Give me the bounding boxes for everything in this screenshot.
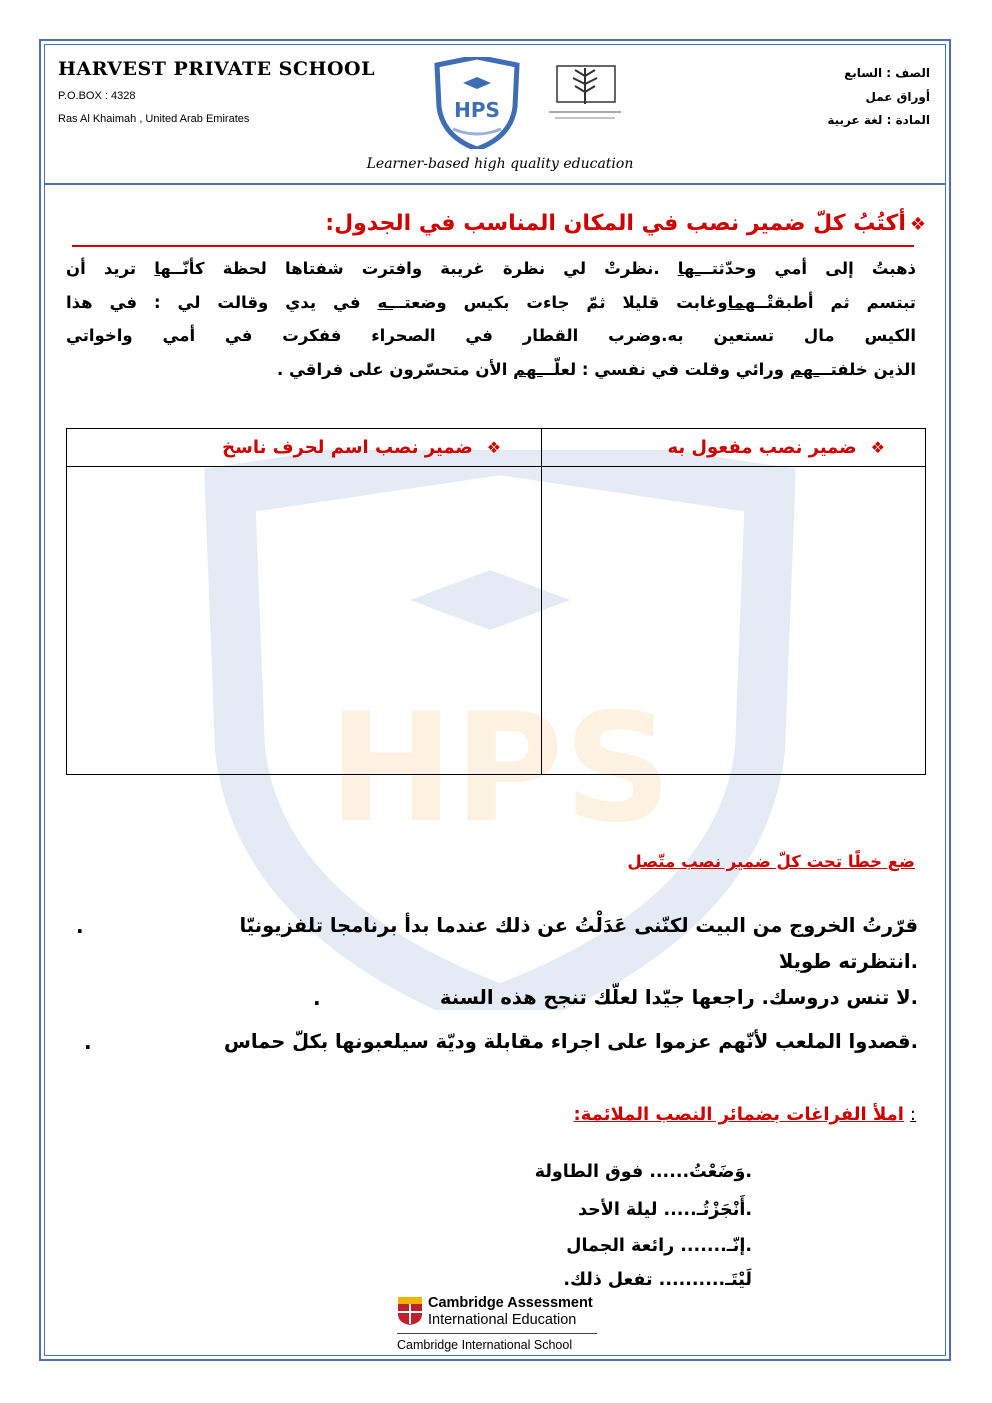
fill-item-4: لَيْتَـ.......... تفعل ذلك. [563,1270,752,1290]
cambridge-line2: International Education [428,1312,577,1328]
diamond-bullet-icon: ❖ [870,438,885,457]
section1-title [66,211,926,236]
trailing-dot: . [313,986,321,1010]
section1-title-underline [72,245,914,247]
school-name: HARVEST PRIVATE SCHOOL [58,58,375,80]
sentence-2: .انتظرته طويلا [778,950,918,973]
fill-item-1: .وَضَعْتُ...... فوق الطاولة [534,1162,752,1182]
answer-cell-particle-pronoun[interactable] [67,467,542,775]
header-divider [44,183,946,185]
table-header-object-pronoun: ❖ضمير نصب مفعول به [542,429,926,467]
cambridge-crest-icon [397,1296,423,1326]
logo-hps-text: HPS [454,98,500,122]
table-header-particle-pronoun: ❖ضمير نصب اسم لحرف ناسخ [67,429,542,467]
section1-paragraph [66,252,916,386]
cambridge-line1: Cambridge Assessment [428,1295,593,1311]
paragraph-line: ذهبتُ إلى أمي وحدّثتـــها .نظرتْ لي نظرة غريبة وافترت شفتاها لحظة كأنّــها تريد أن [66,259,917,278]
hps-shield-logo-icon [433,57,521,149]
school-pobox: P.O.BOX : 4328 [58,90,136,102]
paragraph-line: الذين خلفتـــهم ورائي وقلت في نفسي : لعلّـــهم الأن متحسّرون على فراقي . [276,359,916,379]
section3-title: :املأ الفراغات بضمائر النصب الملائمة: [573,1104,916,1125]
school-motto: Learner-based high quality education [366,156,634,172]
section1-title-text: أكتُبُ كلّ ضمير نصب في المكان المناسب في الجدول: [325,211,906,236]
section2-title: ضع خطًا تحت كلّ ضمير نصب متّصل [627,852,915,871]
grade-label: الصف : السابع [844,66,930,80]
worksheet-label: أوراق عمل [865,90,930,104]
fill-item-2: .أَنْجَزْتُـ..... ليلة الأحد [578,1200,752,1220]
trailing-dot: . [84,1030,92,1054]
sentence-1: قرّرتُ الخروج من البيت لكنّنى عَدَلْتُ عن ذلك عندما بدأ برنامجا تلفزيونيّا [239,914,918,937]
ministry-emblem-icon [545,64,625,124]
footer-rule [397,1333,597,1334]
sentence-4: .قصدوا الملعب لأنّهم عزموا على اجراء مقابلة وديّة سيلعبونها بكلّ حماس [223,1030,918,1053]
watermark-hps-text: HPS [328,682,672,856]
diamond-bullet-icon: ❖ [486,438,502,457]
paragraph-line: الكيس مال تستعين به.وضرب القطار في الصحراء ففكرت في أمي واخواتي [66,326,916,345]
sentence-3: .لا تنس دروسك. راجعها جيّدا لعلّك تنجح هذه السنة [439,986,918,1009]
answer-table [66,428,926,775]
school-address: Ras Al Khaimah , United Arab Emirates [58,113,250,125]
paragraph-line: تبتسم ثم أطبقتْــهماوغابت قليلا ثمّ جاءت بكيس وضعتـــه في يدي وقالت لي : في هذا [66,292,916,312]
trailing-dot: . [76,914,84,938]
answer-cell-object-pronoun[interactable] [542,467,926,775]
cambridge-school-label: Cambridge International School [397,1338,573,1352]
diamond-bullet-icon: ❖ [909,214,926,235]
fill-item-3: .إنّـ....... رائعة الجمال [566,1236,752,1256]
subject-label: المادة : لغة عربية [827,113,930,127]
